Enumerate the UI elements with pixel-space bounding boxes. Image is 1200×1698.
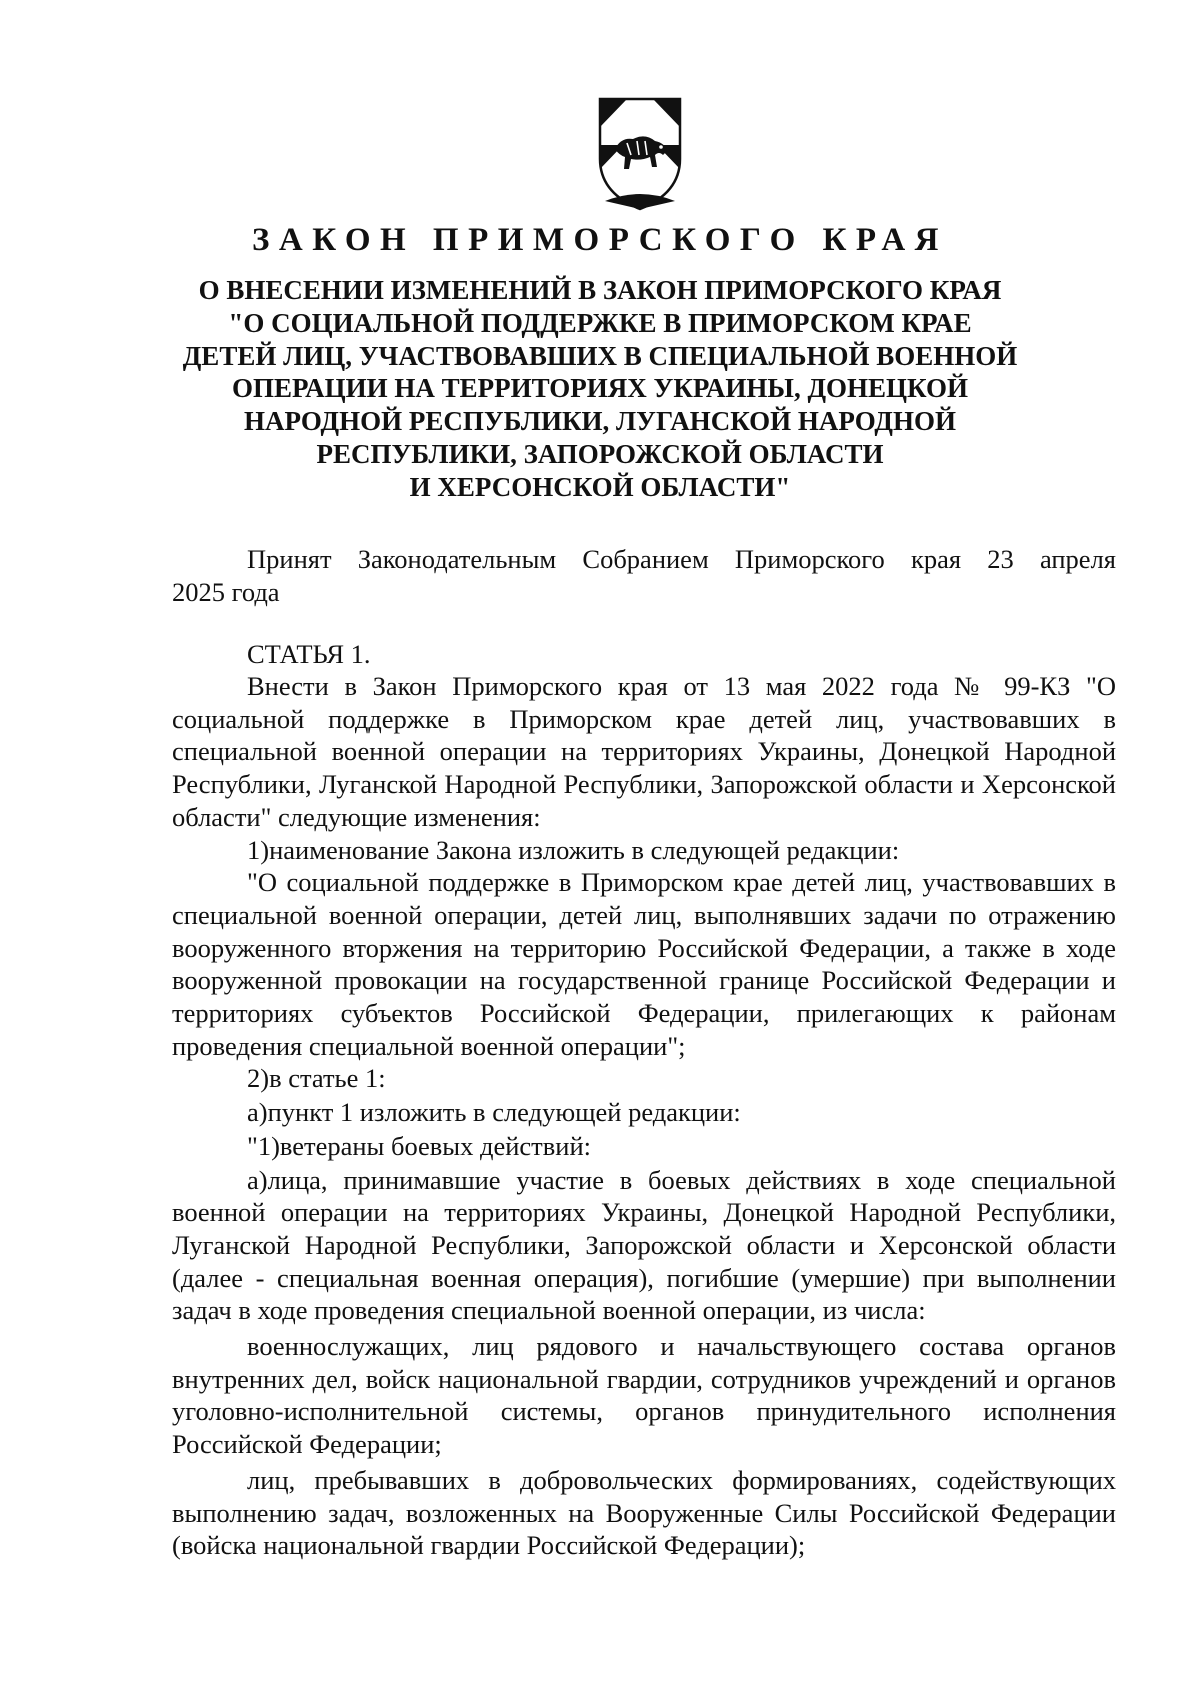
paragraph: 2)в статье 1: [247, 1063, 386, 1094]
law-subtitle [140, 274, 1060, 504]
article-body [172, 670, 1116, 1562]
subtitle-line: РЕСПУБЛИКИ, ЗАПОРОЖСКОЙ ОБЛАСТИ [316, 438, 884, 469]
paragraph: Внести в Закон Приморского края от 13 мая 2022 года № 99-КЗ "О социальной поддержке в Приморском крае детей лиц, участвовавших в специальной военной операции на территориях Украины, Донецкой Народной Республики, Луганской Народной Республики, Запорожской области и Херсонской области" следующие изменения: [172, 671, 1116, 832]
paragraph: лиц, пребывавших в добровольческих формированиях, содействующих выполнению задач, возложенных на Вооруженные Силы Российской Федерации (войска национальной гвардии Российской Федерации); [172, 1464, 1116, 1561]
subtitle-line: И ХЕРСОНСКОЙ ОБЛАСТИ" [409, 471, 791, 502]
paragraph: а)лица, принимавшие участие в боевых действиях в ходе специальной военной операции на территориях Украины, Донецкой Народной Республики, Луганской Народной Республики, Запорожской области и Херсонской области (далее - специальная военная операция), погибшие (умершие) при выполнении задач в ходе проведения специальной военной операции, из числа: [172, 1164, 1116, 1326]
paragraph: военнослужащих, лиц рядового и начальствующего состава органов внутренних дел, войск национальной гвардии, сотрудников учреждений и органов уголовно-исполнительной системы, органов принудительного исполнения Российской Федерации; [172, 1331, 1116, 1460]
paragraph: "О социальной поддержке в Приморском крае детей лиц, участвовавших в специальной военной операции, детей лиц, выполнявших задачи по отражению вооруженного вторжения на территорию Российской Федерации, а также в ходе вооруженной провокации на государственной границе Российской Федерации и территориях субъектов Российской Федерации, прилегающих к районам проведения специальной военной операции"; [172, 867, 1116, 1061]
article-heading: СТАТЬЯ 1. [247, 639, 371, 669]
subtitle-line: О ВНЕСЕНИИ ИЗМЕНЕНИЙ В ЗАКОН ПРИМОРСКОГО КРАЯ [198, 275, 1002, 305]
subtitle-line: ОПЕРАЦИИ НА ТЕРРИТОРИЯХ УКРАИНЫ, ДОНЕЦКОЙ [232, 373, 968, 404]
subtitle-line: НАРОДНОЙ РЕСПУБЛИКИ, ЛУГАНСКОЙ НАРОДНОЙ [244, 406, 956, 437]
adoption-note-line: 2025 года [172, 576, 280, 607]
subtitle-line: "О СОЦИАЛЬНОЙ ПОДДЕРЖКЕ В ПРИМОРСКОМ КРАЕ [228, 307, 972, 338]
paragraph: 1)наименование Закона изложить в следующей редакции: [247, 834, 900, 865]
paragraph: "1)ветераны боевых действий: [247, 1130, 591, 1161]
subtitle-line: ДЕТЕЙ ЛИЦ, УЧАСТВОВАВШИХ В СПЕЦИАЛЬНОЙ ВОЕННОЙ [182, 340, 1018, 371]
law-title: ЗАКОН ПРИМОРСКОГО КРАЯ [251, 222, 949, 258]
paragraph: а)пункт 1 изложить в следующей редакции: [247, 1097, 741, 1128]
adoption-note-line: Принят Законодательным Собранием Приморского края 23 апреля [247, 544, 1116, 574]
adoption-note [172, 543, 1116, 608]
coat-of-arms-icon [597, 97, 683, 211]
